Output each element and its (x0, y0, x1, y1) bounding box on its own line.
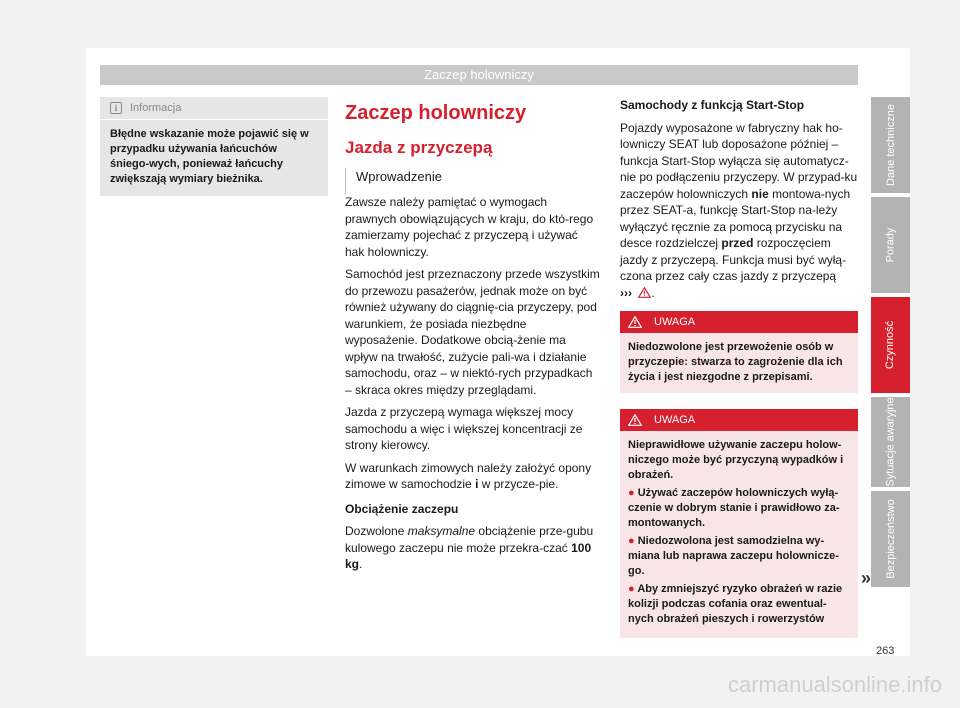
section-title: Jazda z przyczepą (345, 138, 493, 157)
tab-bezpieczenstwo[interactable]: Bezpieczeństwo (871, 491, 910, 587)
warning-header (620, 311, 858, 333)
subsection-title: Wprowadzenie (345, 168, 600, 194)
warning-bullet-item: ● Używać zaczepów holowniczych wyłą-czenie w dobrym stanie i prawidłowo za-montowanych. (628, 487, 840, 529)
warning-ref-icon[interactable] (638, 287, 651, 298)
right-column (620, 97, 858, 638)
info-text: Błędne wskazanie może pojawić się w przypadku używania łańcuchów śniego-wych, ponieważ łańcuchy zwiększają wymiary bieżnika. (110, 128, 309, 185)
left-column (100, 97, 328, 196)
warning-box-passengers (620, 311, 858, 393)
paragraph-legal: Zawsze należy pamiętać o wymogach prawnych obowiązujących w kraju, do któ-rego zamierzamy pojechać z przyczepą i używać hak holowniczy. (345, 195, 594, 259)
tab-porady[interactable]: Porady (871, 197, 910, 293)
running-header: Zaczep holowniczy (100, 65, 858, 85)
info-box-header (100, 97, 328, 120)
continue-arrow-icon: » (861, 568, 872, 588)
paragraph-load: Dozwolone maksymalne obciążenie prze-gubu kulowego zaczepu nie może przekra-czać 100 kg. (345, 524, 594, 571)
warning-intro: Nieprawidłowe używanie zaczepu holow-niczego może być przyczyną wypadków i obrażeń. (628, 439, 844, 481)
info-label: Informacja (130, 102, 182, 114)
warning-text (620, 431, 858, 638)
page-title: Zaczep holowniczy (345, 102, 527, 124)
warning-label: UWAGA (654, 315, 696, 328)
tab-czynnosc[interactable]: Czynność (871, 297, 910, 393)
info-box (100, 97, 328, 196)
warning-bullet-item: ● Aby zmniejszyć ryzyko obrażeń w razie kolizji podczas cofania oraz ewentual-nych obrażeń pieszych i rowerzystów (628, 583, 843, 625)
warning-bullet-item: ● Niedozwolona jest samodzielna wy-miana lub naprawa zaczepu holownicze-go. (628, 535, 839, 577)
startstop-heading: Samochody z funkcją Start-Stop (620, 98, 805, 112)
cross-reference-arrows: ››› (620, 285, 632, 300)
tab-sytuacje-awaryjne[interactable]: Sytuacje awaryjne (871, 397, 910, 487)
warning-text: Niedozwolone jest przewożenie osób w przyczepie: stwarza to zagrożenie dla ich życia i jest niezgodne z przepisami. (628, 341, 843, 383)
warning-icon (628, 316, 642, 328)
warning-label: UWAGA (654, 413, 696, 426)
paragraph-vehicle: Samochód jest przeznaczony przede wszystkim do przewozu pasażerów, jednak może on być również używany do ciągnię-cia przyczepy, pod warunkiem, że posiada niezbędne wyposażenie. Dodatkowe obcią-żenie ma wpływ na trwałość, zużycie pali-wa i działanie samochodu, oraz – w niektó-rych przypadkach – skraca okres między przeglądami. (345, 267, 600, 397)
paragraph-startstop: Pojazdy wyposażone w fabryczny hak ho-lowniczy SEAT lub doposażone później – funkcja Start-Stop wyłącza się automatycz-nie po podłączeniu przyczepy. W przypad-ku zaczepów holowniczych nie montowa-nych przez SEAT-a, funkcję Start-Stop na-leży wyłączyć ręcznie za pomocą przycisku na desce rozdzielczej przed rozpoczęciem jazdy z przyczepą. Funkcja musi być wyłą-czona przez cały czas jazdy z przyczepą ››› . (620, 120, 858, 300)
watermark: carmanualsonline.info (727, 672, 942, 697)
warning-icon (628, 414, 642, 426)
paragraph-winter: W warunkach zimowych należy założyć opony zimowe w samochodzie i w przycze-pie. (345, 460, 592, 491)
page-number: 263 (876, 645, 895, 657)
middle-column (345, 97, 600, 579)
paragraph-power: Jazda z przyczepą wymaga większej mocy samochodu a więc i większej koncentracji ze strony kierowcy. (345, 405, 583, 452)
info-icon: i (110, 102, 122, 114)
load-heading: Obciążenie zaczepu (345, 501, 459, 516)
warning-header (620, 409, 858, 431)
warning-box-towbar (620, 409, 858, 638)
tab-dane-techniczne[interactable]: Dane techniczne (871, 97, 910, 193)
